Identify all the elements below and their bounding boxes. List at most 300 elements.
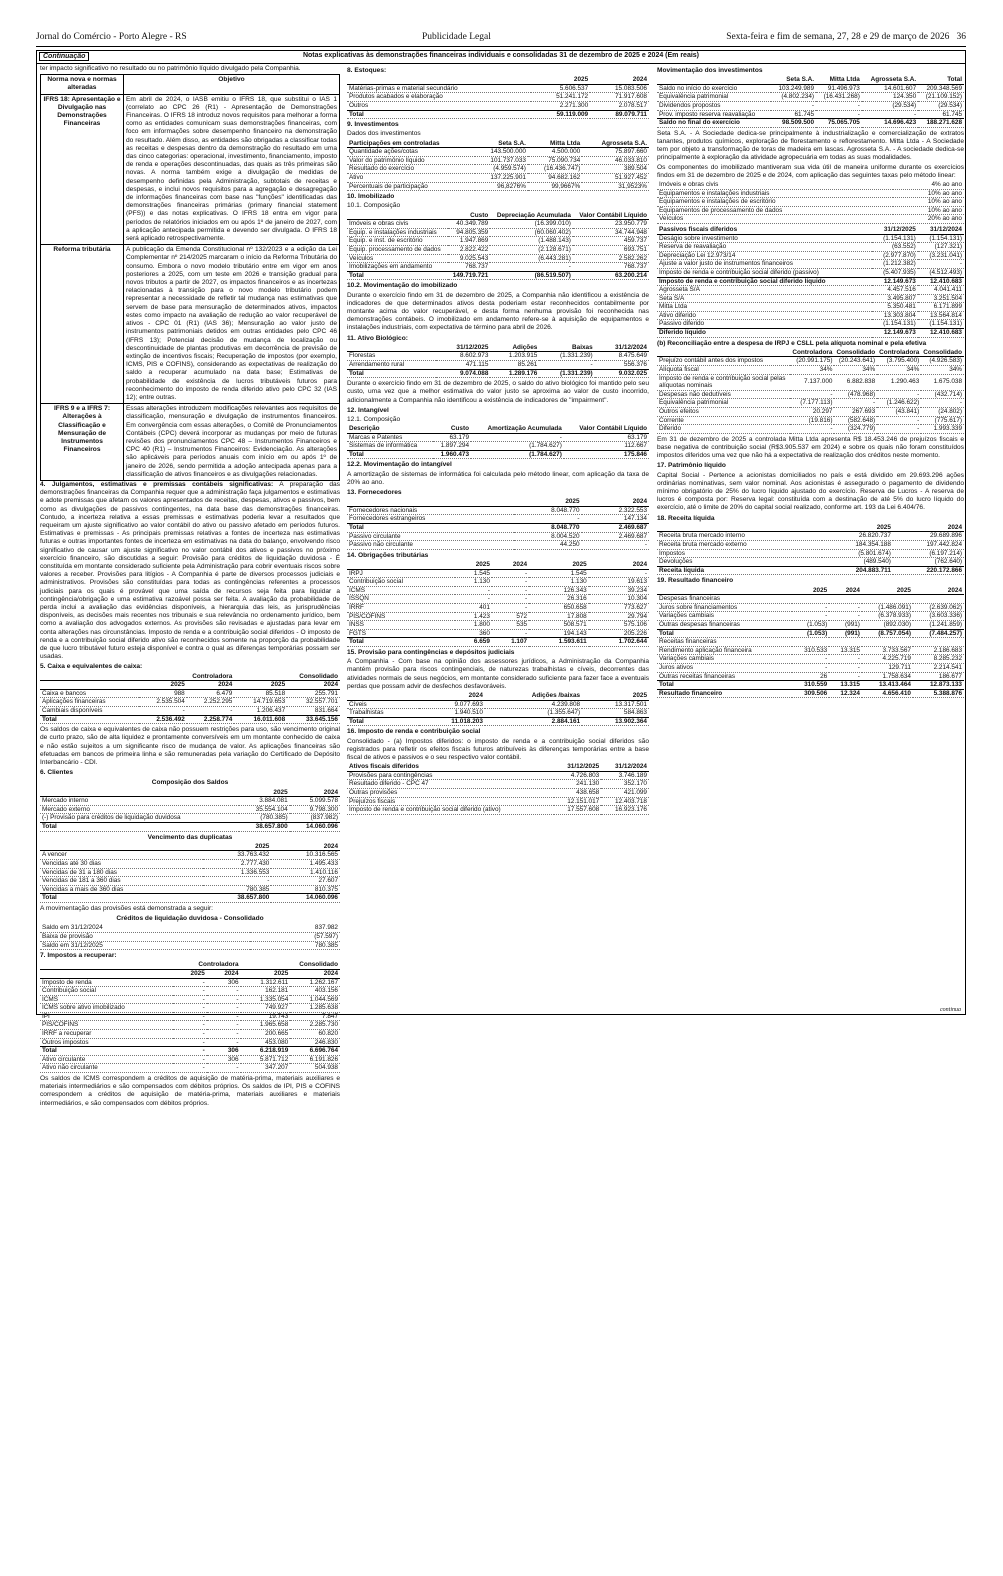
- depreciation-rates-table: [657, 181, 964, 224]
- cell-value: 8.048.770: [514, 506, 581, 515]
- cell-value: 63.200.214: [573, 271, 649, 280]
- row-label: Total: [347, 369, 436, 378]
- table-row: [657, 357, 964, 366]
- row-label: Deságio sobre investimento: [657, 234, 872, 243]
- cell-value: 33.763.432: [203, 851, 272, 860]
- cell-value: -: [790, 390, 834, 399]
- cell-value: [862, 638, 913, 647]
- cell-value: -: [829, 612, 862, 621]
- row-label: Total: [40, 715, 139, 724]
- cell-value: (20.991.175): [790, 357, 834, 366]
- cell-value: 1.336.553: [203, 868, 272, 877]
- note-14-title: 14. Obrigações tributárias: [347, 551, 429, 559]
- cell-value: 34%: [877, 366, 921, 375]
- cell-value: 255.791: [287, 689, 340, 698]
- table-row: [347, 498, 649, 506]
- row-label: Receitas financeiras: [657, 638, 792, 647]
- cell-value: 143.500.000: [475, 148, 528, 157]
- cell-value: 4.500.000: [528, 148, 582, 157]
- row-label: PIS/COFINS: [40, 1021, 173, 1030]
- intro-text: ter impacto significativo no resultado ou no patrimônio líquido divulgado pela Companhia.: [40, 65, 301, 72]
- cell-value: (20.243.641): [834, 357, 877, 366]
- cell-value: 2024: [492, 561, 529, 569]
- cell-value: 31/12/2024: [595, 344, 649, 352]
- cell-value: 2.252.295: [187, 698, 235, 707]
- table-row: [347, 76, 649, 84]
- table-row: [657, 119, 964, 128]
- row-label: Equipamentos de processamento de dados: [657, 206, 893, 215]
- cell-value: 44.250: [514, 541, 581, 550]
- table-row: [347, 93, 649, 102]
- cell-value: Custo: [448, 212, 490, 220]
- cell-value: 504.938: [290, 1064, 340, 1073]
- cell-value: Seta S.A.: [771, 76, 816, 84]
- cell-value: 2025: [203, 843, 272, 851]
- note-11-title: 11. Ativo Biológico:: [347, 334, 408, 342]
- cell-value: 453.080: [241, 1038, 291, 1047]
- investments-table: [347, 140, 649, 192]
- cell-value: 5.099.578: [290, 797, 340, 806]
- tax-obligations-table: [347, 561, 649, 647]
- row-label: [347, 692, 419, 700]
- row-label: Equipamentos e instalações industriais: [657, 189, 893, 198]
- norms-header-norm: Norma nova e normas alteradas: [41, 75, 124, 94]
- row-label: Imóveis e obras civis: [347, 220, 448, 229]
- cell-value: 13.315: [829, 681, 862, 690]
- cell-value: 352.170: [601, 780, 649, 789]
- cell-value: 1.206.437: [234, 707, 287, 716]
- note-6-title: 6. Clientes: [40, 769, 73, 777]
- cell-value: 2024: [207, 969, 241, 978]
- cell-value: 2.322.553: [582, 506, 649, 515]
- row-label: Vencidas de 181 a 360 dias: [40, 877, 203, 886]
- row-label: Dividendos propostos: [657, 101, 771, 110]
- table-row: [40, 805, 340, 814]
- cell-value: -: [173, 1021, 207, 1030]
- cell-value: (4.802.234): [771, 93, 816, 102]
- table-row: [347, 352, 649, 361]
- row-label: Despesas financeiras: [657, 595, 792, 604]
- note-6-sub3: Créditos de liquidação duvidosa - Consolidado: [116, 915, 264, 923]
- cell-value: 1.107: [492, 638, 529, 647]
- cell-value: 7.847: [290, 1012, 340, 1021]
- cell-value: 3.495.807: [872, 294, 918, 303]
- cell-value: (991): [829, 629, 862, 638]
- row-label: Valor do patrimônio líquido: [347, 156, 475, 165]
- investments-movement-title: Movimentação dos investimentos: [657, 67, 763, 74]
- page-number: 36: [956, 32, 966, 42]
- row-label: [347, 498, 514, 506]
- cell-value: 10.304: [589, 595, 649, 604]
- cell-value: -: [173, 1055, 207, 1064]
- note-4-title: 4. Julgamentos, estimativas e premissas contábeis significativas:: [40, 480, 274, 488]
- cell-value: 8.004.520: [514, 532, 581, 541]
- cell-value: 2025: [173, 969, 207, 978]
- deferred-tax-liabilities-table: [657, 226, 964, 338]
- row-label: (-) Provisão para créditos de liquidação duvidosa: [40, 814, 239, 823]
- table-row: [657, 349, 964, 357]
- cell-value: -: [514, 515, 581, 524]
- table-row: [347, 442, 649, 451]
- table-row: [347, 578, 649, 587]
- table-row: [40, 877, 340, 886]
- table-row: [347, 228, 649, 237]
- cell-value: 508.571: [529, 621, 589, 630]
- table-row: [657, 655, 964, 664]
- row-label: Marcas e Patentes: [347, 433, 433, 442]
- table-row: [347, 433, 649, 442]
- cell-value: 13.303.804: [872, 311, 918, 320]
- cell-value: 1.675.038: [921, 374, 964, 390]
- cell-value: 837.982: [250, 924, 340, 932]
- table-row: [657, 84, 964, 93]
- row-label: Receita bruta mercado externo: [657, 541, 822, 550]
- table-row: [657, 558, 964, 567]
- cell-value: 188.271.628: [918, 119, 964, 128]
- cell-value: 9.798.300: [290, 805, 340, 814]
- row-label: Resultado diferido - CPC 47: [347, 780, 554, 789]
- cash-table: [40, 673, 340, 725]
- clients-table: [40, 789, 340, 832]
- cell-value: 34.744.948: [573, 228, 649, 237]
- row-label: Outros: [347, 101, 531, 110]
- row-label: Prejuízo contábil antes dos impostos: [657, 357, 790, 366]
- cell-value: 306: [207, 978, 241, 987]
- table-row: [657, 303, 964, 312]
- norms-table: [40, 74, 340, 481]
- row-label: Aplicações financeiras: [40, 698, 139, 707]
- cell-value: [862, 595, 913, 604]
- cell-value: 35.554.104: [239, 805, 289, 814]
- row-label: Reserva de reavaliação: [657, 243, 872, 252]
- row-label: ISSQN: [347, 595, 455, 604]
- table-row: [347, 173, 649, 182]
- cell-value: (780.385): [239, 814, 289, 823]
- row-label: Receita líquida: [657, 566, 822, 575]
- cell-value: -: [829, 603, 862, 612]
- cell-value: -: [834, 399, 877, 408]
- row-label: Ativo não circulante: [40, 1064, 173, 1073]
- note-6-text: A movimentação das provisões está demonstrada a seguir:: [40, 904, 213, 912]
- table-row: [40, 1038, 340, 1047]
- cell-value: 2024: [290, 789, 340, 797]
- table-row: [657, 416, 964, 425]
- note-13-title: 13. Fornecedores: [347, 489, 402, 497]
- cell-value: -: [816, 110, 862, 119]
- cell-value: (1.486.091): [862, 603, 913, 612]
- cell-value: 1.289.176: [490, 369, 539, 378]
- row-label: A vencer: [40, 851, 203, 860]
- row-label: IRPJ: [347, 569, 455, 578]
- table-row: [657, 268, 964, 277]
- cell-value: 2.078.517: [590, 101, 649, 110]
- cell-value: Valor Contábil Líquido: [573, 212, 649, 220]
- cell-value: (6.378.933): [862, 612, 913, 621]
- cell-value: 2.271.300: [531, 101, 590, 110]
- note-16-text: Consolidado - (a) Impostos diferidos: o imposto de renda e a contribuição social diferidos são registrados para refletir os efeitos fiscais futuros atribuíveis às diferenças temporárias entre a base fiscal de ativos e passivos e o seu respectivo valor contábil.: [347, 737, 649, 761]
- cell-value: 2024: [582, 498, 649, 506]
- table-row: [40, 1030, 340, 1039]
- cell-value: (1.212.382): [872, 260, 918, 269]
- row-label: Rendimento aplicação financeira: [657, 646, 792, 655]
- row-label: FGTS: [347, 629, 455, 638]
- cell-value: -: [173, 978, 207, 987]
- cell-value: 6.659: [455, 638, 492, 647]
- cell-value: 20% ao ano: [893, 215, 964, 224]
- row-label: Ativos fiscais diferidos: [347, 763, 554, 771]
- cell-value: -: [173, 1004, 207, 1013]
- table-row: [40, 1004, 340, 1013]
- row-label: Florestas: [347, 352, 436, 361]
- row-label: Saldo em 31/12/2025: [40, 941, 250, 950]
- row-label: Total: [40, 822, 239, 831]
- cell-value: 101.737.033: [475, 156, 528, 165]
- table-row: [347, 84, 649, 93]
- column-1: [40, 65, 341, 1107]
- table-row: [347, 425, 649, 433]
- table-row: [40, 1055, 340, 1064]
- cell-value: 14.719.653: [234, 698, 287, 707]
- cell-value: -: [455, 595, 492, 604]
- note-4: [40, 481, 340, 661]
- table-row: [40, 851, 340, 860]
- cell-value: (892.030): [862, 620, 913, 629]
- row-label: Equip. e inst. de escritório: [347, 237, 448, 246]
- row-label: IRRF: [347, 604, 455, 613]
- cell-value: 51.241.172: [531, 93, 590, 102]
- norm-text: Em abril de 2024, o IASB emitiu o IFRS 18, que substitui o IAS 1 (correlato ao CPC 26 (R1) - Apresentação de Demonstrações Financeiras. O IFRS 18 introduz novos requisitos para melhorar a forma como as entidades comunicam suas demonstrações financeiras, com foco em informações sobre desempenho financeiro na demonstração do resultado. Além disso, as entidades são obrigadas a classificar todas as receitas e despesas dentro da demonstração do resultado em uma das cinco categorias: operacional, investimento, financiamento, imposto de renda e operações descontinuadas, das quais as três primeiras são novas. A norma também exige a divulgação de medidas de desempenho definidas pela Administração, subtotais de receitas e despesas, e inclui novos requisitos para a agregação e desagregação de informações financeiras com base nas "funções" identificadas das demonstrações financeiras primárias (primary financial statement (PFS)) e das notas explicativas. O IFRS 18 entra em vigor para períodos de relatórios iniciados em ou após 1º de janeiro de 2027, com a aplicação antecipada permitida e devendo ser divulgada. O IFRS 18 será aplicado retrospectivamente.: [124, 94, 340, 245]
- cell-value: 2.777.430: [203, 859, 272, 868]
- cell-value: -: [792, 612, 830, 621]
- table-row: [347, 763, 649, 771]
- cell-value: 124.350: [862, 93, 918, 102]
- row-label: Diferido líquido: [657, 329, 872, 338]
- table-row: [347, 140, 649, 148]
- tax-group-2: Consolidado: [241, 961, 340, 969]
- cell-value: (7.177.113): [790, 399, 834, 408]
- row-label: Trabalhistas: [347, 709, 419, 718]
- biological-asset-table: [347, 344, 649, 378]
- cell-value: 6.882.838: [834, 374, 877, 390]
- row-label: Equipamentos e instalações de escritório: [657, 198, 893, 207]
- row-label: Vencidas de 31 a 180 dias: [40, 868, 203, 877]
- cell-value: -: [492, 578, 529, 587]
- cell-value: [792, 638, 830, 647]
- cell-value: (16.399.010): [490, 220, 573, 229]
- cell-value: 241.130: [554, 780, 602, 789]
- cell-value: 2.285.730: [290, 1021, 340, 1030]
- norms-header-objective: Objetivo: [124, 75, 340, 94]
- note-5-text: Os saldos de caixa e equivalentes de caixa não possuem restrições para uso, são vencimento original de curto prazo, são de alta liquidez e prontamente conversíveis em um montante conhecido de caixa e não estão sujeitos a um significante risco de mudança de valor. As aplicações financeiras são efetuadas em bancos de primeira linha e são remuneradas pela variação do Certificado de Depósito Interbancário - CDI.: [40, 726, 340, 766]
- row-label: Equivalência patrimonial: [657, 93, 771, 102]
- cell-value: 10.316.565: [271, 851, 340, 860]
- cell-value: 347.207: [241, 1064, 291, 1073]
- cash-year: 2025: [139, 681, 187, 690]
- cell-value: 4.041.411: [918, 286, 964, 295]
- cell-value: (1.053): [792, 629, 830, 638]
- row-label: Vencidas até 30 dias: [40, 859, 203, 868]
- cell-value: 8.048.770: [514, 524, 581, 533]
- cell-value: 75.090.734: [528, 156, 582, 165]
- row-label: Baixa de provisão: [40, 932, 250, 941]
- cell-value: 2.582.262: [573, 254, 649, 263]
- contingencies-table: [347, 692, 649, 726]
- cell-value: 19.613: [589, 578, 649, 587]
- cell-value: 16.011.608: [234, 715, 287, 724]
- cell-value: 2024: [829, 587, 862, 595]
- cell-value: 46.033.810: [582, 156, 649, 165]
- row-label: Mitta Ltda: [657, 303, 872, 312]
- inventory-table: [347, 76, 649, 119]
- cell-value: 10% ao ano: [893, 198, 964, 207]
- cell-value: 2025: [531, 76, 590, 84]
- table-row: [347, 271, 649, 280]
- cell-value: -: [203, 877, 272, 886]
- row-label: Equivalência patrimonial: [657, 399, 790, 408]
- cell-value: (19.816): [790, 416, 834, 425]
- row-label: Saldo no final do exercício: [657, 119, 771, 128]
- table-row: [657, 620, 964, 629]
- cell-value: 267.693: [834, 408, 877, 417]
- row-label: [347, 76, 531, 84]
- cell-value: 3.251.504: [918, 294, 964, 303]
- note-12-sub: 12.1. Composição: [347, 415, 401, 423]
- table-row: [657, 390, 964, 399]
- table-row: [657, 277, 964, 286]
- note-10-sub2: 10.2. Movimentação do imobilizado: [347, 282, 458, 290]
- cash-year: 2024: [287, 681, 340, 690]
- row-label: ICMS: [40, 995, 173, 1004]
- cell-value: 184.354.188: [822, 541, 893, 550]
- row-label: Ativo circulante: [40, 1055, 173, 1064]
- cell-value: (21.109.152): [918, 93, 964, 102]
- cell-value: -: [207, 1030, 241, 1039]
- table-row: [347, 237, 649, 246]
- table-row: [40, 941, 340, 950]
- table-row: [657, 294, 964, 303]
- cell-value: 31/12/2025: [554, 763, 602, 771]
- cell-value: 3.733.567: [862, 646, 913, 655]
- table-row: [347, 780, 649, 789]
- cell-value: (1.331.239): [539, 352, 594, 361]
- cell-value: (1.331.239): [539, 369, 594, 378]
- cell-value: 31,9523%: [582, 182, 649, 191]
- row-label: Imposto de renda e contribuição social diferido (passivo): [657, 268, 872, 277]
- cell-value: 1.423: [455, 612, 492, 621]
- row-label: Prejuízos fiscais: [347, 797, 554, 806]
- cell-value: -: [829, 663, 862, 672]
- cell-value: 768.737: [448, 263, 490, 272]
- row-label: Quantidade ações/cotas: [347, 148, 475, 157]
- table-row: [347, 369, 649, 378]
- cell-value: 2025: [862, 587, 913, 595]
- cell-value: 1.495.433: [271, 859, 340, 868]
- table-row: [657, 366, 964, 375]
- issue-date-text: Sexta-feira e fim de semana, 27, 28 e 29 de março de 2026: [726, 32, 950, 42]
- cell-value: 2.469.687: [582, 532, 649, 541]
- row-label: Juros ativos: [657, 663, 792, 672]
- table-row: [347, 220, 649, 229]
- cell-value: 1.335.054: [241, 995, 291, 1004]
- row-label: Imóveis e obras civis: [657, 181, 893, 189]
- row-label: Resultado financeiro: [657, 689, 792, 698]
- row-label: Saldo no início do exercício: [657, 84, 771, 93]
- cell-value: -: [792, 655, 830, 664]
- table-row: [657, 329, 964, 338]
- deferred-tax-assets-table: [347, 763, 649, 815]
- cell-value: -: [918, 260, 964, 269]
- cell-value: 162.181: [241, 987, 291, 996]
- cell-value: 2.536.492: [139, 715, 187, 724]
- fixed-assets-table: [347, 212, 649, 281]
- cell-value: Adições: [490, 344, 539, 352]
- cell-value: 4.239.808: [485, 700, 582, 709]
- cell-value: 535: [492, 621, 529, 630]
- row-label: Passivo circulante: [347, 532, 514, 541]
- cell-value: (24.802): [921, 408, 964, 417]
- row-label: Outras provisões: [347, 788, 554, 797]
- note-15-text: A Companhia - Com base na opinião dos assessores jurídicos, a Administração da Companhia mantém provisão para riscos contingenciais, de naturezas trabalhistas e cíveis, decorrentes das atividades normais de seus negócios, em montante considerado suficiente para fazer face a eventuais perdas que possam advir de desfechos desfavoráveis.: [347, 658, 649, 690]
- reconciliation-title: (b) Reconciliação entre a despesa de IRPJ e CSLL pela alíquota nominal e pela efetiva: [657, 339, 927, 347]
- cell-value: 33.645.156: [287, 715, 340, 724]
- cell-value: 204.883.711: [822, 566, 893, 575]
- cell-value: (991): [829, 620, 862, 629]
- note-6-sub1: Composição dos Saldos: [151, 779, 229, 787]
- cell-value: 2025: [792, 587, 830, 595]
- table-row: [347, 263, 649, 272]
- cell-value: 4.457.516: [872, 286, 918, 295]
- row-label: Mercado externo: [40, 805, 239, 814]
- cell-value: -: [829, 672, 862, 681]
- table-row: [40, 797, 340, 806]
- cell-value: 4% ao ano: [893, 181, 964, 189]
- continua-label: continua: [940, 1007, 961, 1013]
- row-label: Juros sobre financiamentos: [657, 603, 792, 612]
- cell-value: 6.696.764: [290, 1047, 340, 1056]
- table-row: [40, 1012, 340, 1021]
- cell-value: 1.410.116: [271, 868, 340, 877]
- row-label: [657, 76, 771, 84]
- cash-year: [40, 681, 139, 690]
- row-label: Total: [40, 894, 203, 903]
- cell-value: 91.496.973: [816, 84, 862, 93]
- cell-value: 75.065.705: [816, 119, 862, 128]
- row-label: PIS/COFINS: [347, 612, 455, 621]
- cell-value: 9.077.693: [419, 700, 485, 709]
- note-9-title: 9. Investimentos: [347, 121, 399, 129]
- table-row: [347, 586, 649, 595]
- cell-value: 2025: [582, 692, 649, 700]
- table-row: [40, 789, 340, 797]
- cell-value: (4.926.583): [921, 357, 964, 366]
- cell-value: 2024: [913, 587, 964, 595]
- cell-value: Controladora: [792, 348, 833, 356]
- cell-value: 575.106: [589, 621, 649, 630]
- norm-text: A publicação da Emenda Constitucional nº 132/2023 e a edição da Lei Complementar nº 214/2025 marcaram o início da Reforma Tributária do consumo. Embora o novo modelo tributário entre em vigor em anos posteriores a 2025, com um teste em 2026 e transição gradual para novos tributos a partir de 2027, os impactos financeiros e as incertezas relacionadas à transição para o novo modelo tributário podem representar a necessidade de refletir tal mudança nas estimativas que servem de base para mensuração de determinados ativos, impactos estes como impacto na avaliação de redução ao valor recuperável de ativos - CPC 01 (R1) (IAS 36); Mensuração ao valor justo de instrumentos patrimoniais detidos em outras entidades pelo CPC 46 (IFRS 13); Potencial decisão de mudança de localização ou descontinuidade de plantas produtivas em decorrência de previsão de extinção de incentivos fiscais; Recuperação de impostos (por exemplo, ICMS, PIS e COFINS), considerando as expectativas de realização do saldo a recuperar acumulado na data base; Estimativas de probabilidade de existência de lucros tributáveis futuros para reconhecimento do imposto de renda diferido ativo pelo CPC 32 (IAS 12); entre outras.: [124, 245, 340, 404]
- table-row: [657, 189, 964, 198]
- cash-group-1: Controladora: [139, 673, 234, 681]
- cell-value: 12.410.683: [918, 329, 964, 338]
- investments-movement-text: Seta S.A. - A Sociedade dedica-se principalmente à industrialização e comercialização de extratos tanantes, produtos químicos, exploração de florestamento e reflorestamento. Mitta Ltda - A Sociedade tem por objeto a transformação de toras de madeira em lascas. Agrosseta S.A. - A sociedade dedica-se principalmente à exploração da atividade agropecuária em todas as suas modalidades.: [657, 129, 964, 162]
- table-row: [40, 707, 340, 716]
- table-row: [40, 978, 340, 987]
- cell-value: -: [471, 433, 564, 442]
- financial-notes-frame: [36, 50, 966, 1107]
- cell-value: 810.375: [271, 885, 340, 894]
- cell-value: 556.376: [595, 360, 649, 369]
- cell-value: 4.225.719: [862, 655, 913, 664]
- cell-value: -: [173, 1047, 207, 1056]
